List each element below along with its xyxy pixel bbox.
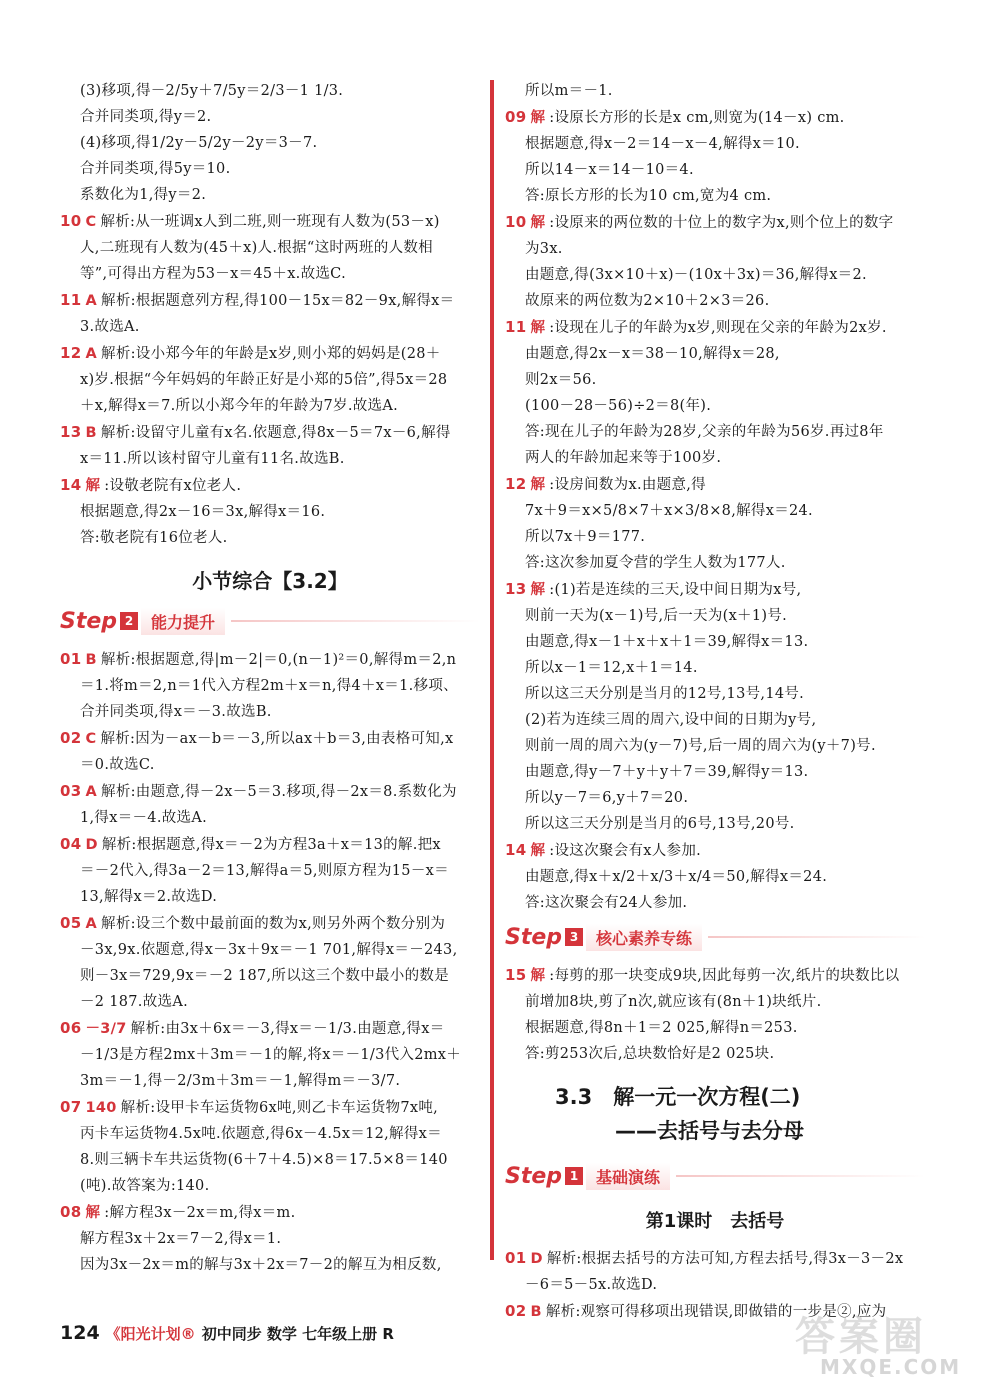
step-banner — [60, 604, 480, 638]
answer-text: :设原来的两位数的十位上的数字为x,则个位上的数字 — [549, 215, 894, 231]
lesson-title: 第1课时 去括号 — [645, 1211, 785, 1232]
answer-item — [60, 419, 480, 446]
text-line: 由题意,得2x－x＝38－10,解得x＝28, — [525, 346, 780, 362]
text-line: 丙卡车运货物4.5x吨.依题意,得6x－4.5x＝12,解得x＝ — [80, 1126, 442, 1142]
step-label: 基础演练 — [586, 1163, 670, 1190]
text-line: 根据题意,得x－2＝14－x－4,解得x＝10. — [525, 136, 800, 152]
text-line: 由题意,得x＋x/2＋x/3＋x/4＝50,解得x＝24. — [525, 869, 828, 885]
answer-tag: A — [85, 784, 98, 800]
text-line: ＋x,解得x＝7.所以小郑今年的年龄为7岁.故选A. — [80, 398, 399, 414]
text-line: 根据题意,得8n＋1＝2 025,解得n＝253. — [525, 1020, 798, 1036]
question-number: 02 — [60, 729, 82, 747]
answer-item — [60, 778, 480, 805]
question-number: 02 — [505, 1302, 527, 1320]
text-line: 两人的年龄加起来等于100岁. — [525, 450, 722, 466]
answer-tag: D — [530, 1251, 543, 1267]
text-line: 合并同类项,得5y＝10. — [80, 161, 231, 177]
answer-tag: D — [85, 837, 98, 853]
step-number: 2 — [120, 612, 138, 630]
answer-tag: 解 — [530, 968, 546, 984]
answer-item — [60, 831, 480, 858]
text-line: 前增加8块,剪了n次,就应该有(8n＋1)块纸片. — [525, 994, 822, 1010]
text-line: 系数化为1,得y＝2. — [80, 187, 207, 203]
answer-text: :设这次聚会有x人参加. — [549, 843, 702, 859]
step-banner — [505, 1159, 925, 1193]
watermark-logo: 答案圈 — [795, 1314, 927, 1360]
brand-name: 《阳光计划® — [105, 1324, 196, 1343]
answer-item — [60, 472, 480, 499]
text-line: 3m＝－1,得－2/3m＋3m＝－1,解得m＝－3/7. — [80, 1073, 401, 1089]
question-number: 15 — [505, 966, 527, 984]
text-line: －1/3是方程2mx＋3m＝－1的解,将x＝－1/3代入2mx＋ — [80, 1047, 462, 1063]
answer-item — [60, 1199, 480, 1226]
question-number: 07 — [60, 1098, 82, 1116]
text-line: 所以这三天分别是当月的12号,13号,14号. — [525, 686, 805, 702]
text-line: 答:现在儿子的年龄为28岁,父亲的年龄为56岁.再过8年 — [525, 424, 884, 440]
text-line: (2)若为连续三周的周六,设中间的日期为y号, — [525, 712, 817, 728]
text-line: 合并同类项,得x＝－3.故选B. — [80, 704, 272, 720]
page-number: 124 — [60, 1322, 100, 1344]
answer-tag: 解 — [85, 478, 101, 494]
question-number: 04 — [60, 835, 82, 853]
answer-tag: 解 — [530, 582, 546, 598]
question-number: 11 — [505, 318, 527, 336]
text-line: 为3x. — [525, 241, 563, 257]
step-rule — [676, 1175, 925, 1177]
question-number: 08 — [60, 1203, 82, 1221]
question-number: 12 — [505, 475, 527, 493]
answer-text: 解析:根据题意列方程,得100－15x＝82－9x,解得x＝ — [101, 293, 455, 309]
text-line: 1,得x＝－4.故选A. — [80, 810, 208, 826]
answer-text: 解析:设小郑今年的年龄是x岁,则小郑的妈妈是(28＋ — [101, 346, 441, 362]
text-line: 由题意,得x－1＋x＋x＋1＝39,解得x＝13. — [525, 634, 809, 650]
answer-item — [60, 287, 480, 314]
section-subheading: ——去括号与去分母 — [615, 1119, 804, 1143]
question-number: 11 — [60, 291, 82, 309]
step-number: 3 — [565, 928, 583, 946]
text-line: ＝－2代入,得3a－2＝13,解得a＝5,则原方程为15－x＝ — [80, 863, 449, 879]
answer-tag: 解 — [530, 215, 546, 231]
answer-text: 解析:设三个数中最前面的数为x,则另外两个数分别为 — [101, 916, 446, 932]
answer-tag: C — [85, 731, 97, 747]
answer-item — [505, 104, 925, 131]
question-number: 13 — [60, 423, 82, 441]
answer-text: 解析:根据去括号的方法可知,方程去括号,得3x－3－2x — [546, 1251, 904, 1267]
answer-item — [505, 962, 925, 989]
text-line: 解方程3x＋2x＝7－2,得x＝1. — [80, 1231, 282, 1247]
question-number: 10 — [60, 212, 82, 230]
answer-tag: A — [85, 346, 98, 362]
question-number: 05 — [60, 914, 82, 932]
text-line: 答:剪253次后,总块数恰好是2 025块. — [525, 1046, 775, 1062]
text-line: 所以这三天分别是当月的6号,13号,20号. — [525, 816, 795, 832]
text-line: 所以7x＋9＝177. — [525, 529, 646, 545]
answer-item — [505, 837, 925, 864]
answer-tag: B — [530, 1304, 542, 1320]
watermark-url: MXQE.COM — [820, 1355, 962, 1379]
question-number: 06 — [60, 1019, 82, 1037]
text-line: 8.则三辆卡车共运货物(6＋7＋4.5)×8＝17.5×8＝140 — [80, 1152, 448, 1168]
answer-text: :设原长方形的长是x cm,则宽为(14－x) cm. — [549, 110, 845, 126]
step-word: Step — [505, 924, 563, 950]
answer-tag: A — [85, 293, 98, 309]
text-line: 由题意,得y－7＋y＋y＋7＝39,解得y＝13. — [525, 764, 809, 780]
answer-text: 解析:设甲卡车运货物6x吨,则乙卡车运货物7x吨, — [120, 1100, 439, 1116]
left-column — [60, 78, 480, 1278]
text-line: 答:这次参加夏令营的学生人数为177人. — [525, 555, 786, 571]
column-divider — [490, 80, 494, 1260]
step-word: Step — [505, 1163, 563, 1189]
step-word: Step — [60, 608, 118, 634]
text-line: 则前一周的周六为(y－7)号,后一周的周六为(y＋7)号. — [525, 738, 876, 754]
answer-item — [505, 471, 925, 498]
text-line: 答:原长方形的长为10 cm,宽为4 cm. — [525, 188, 772, 204]
answer-item — [60, 1015, 480, 1042]
answer-item — [60, 208, 480, 235]
text-line: 所以14－x＝14－10＝4. — [525, 162, 694, 178]
question-number: 10 — [505, 213, 527, 231]
question-number: 13 — [505, 580, 527, 598]
answer-text: 解析:观察可得移项出现错误,即做错的一步是②,应为 — [545, 1304, 887, 1320]
question-number: 14 — [60, 476, 82, 494]
text-line: (3)移项,得－2/5y＋7/5y＝2/3－1 1/3. — [80, 83, 344, 99]
text-line: 答:敬老院有16位老人. — [80, 530, 228, 546]
question-number: 12 — [60, 344, 82, 362]
step-label: 核心素养专练 — [586, 924, 702, 951]
answer-tag: B — [85, 652, 97, 668]
text-line: 合并同类项,得y＝2. — [80, 109, 212, 125]
step-number: 1 — [565, 1167, 583, 1185]
answer-tag: B — [85, 425, 97, 441]
answer-item — [60, 340, 480, 367]
text-line: 13,解得x＝2.故选D. — [80, 889, 218, 905]
text-line: 7x＋9＝x×5/8×7＋x×3/8×8,解得x＝24. — [525, 503, 813, 519]
text-line: 故原来的两位数为2×10＋2×3＝26. — [525, 293, 770, 309]
page-footer — [60, 1322, 394, 1344]
text-line: (4)移项,得1/2y－5/2y－2y＝3－7. — [80, 135, 318, 151]
answer-text: 解析:由3x＋6x＝－3,得x＝－1/3.由题意,得x＝ — [130, 1021, 445, 1037]
text-line: 人,二班现有人数为(45＋x)人.根据“这时两班的人数相 — [80, 240, 433, 256]
answer-text: :设房间数为x.由题意,得 — [549, 477, 706, 493]
text-line: 则－3x＝729,9x＝－2 187,所以这三个数中最小的数是 — [80, 968, 450, 984]
answer-text: :(1)若是连续的三天,设中间日期为x号, — [549, 582, 802, 598]
answer-tag: 解 — [530, 477, 546, 493]
text-line: (吨).故答案为:140. — [80, 1178, 210, 1194]
question-number: 03 — [60, 782, 82, 800]
text-line: 3.故选A. — [80, 319, 140, 335]
text-line: 等”,可得出方程为53－x＝45＋x.故选C. — [80, 266, 346, 282]
answer-tag: －3/7 — [85, 1021, 127, 1037]
text-line: 根据题意,得2x－16＝3x,解得x＝16. — [80, 504, 326, 520]
text-line: －3x,9x.依题意,得x－3x＋9x＝－1 701,解得x＝－243, — [80, 942, 458, 958]
answer-text: 解析:因为－ax－b＝－3,所以ax＋b＝3,由表格可知,x — [100, 731, 454, 747]
text-line: 所以x－1＝12,x＋1＝14. — [525, 660, 698, 676]
step-label: 能力提升 — [141, 608, 225, 635]
answer-text: 解析:从一班调x人到二班,则一班现有人数为(53－x) — [100, 214, 440, 230]
answer-item — [60, 646, 480, 673]
text-line: x＝11.所以该村留守儿童有11名.故选B. — [80, 451, 345, 467]
answer-text: :解方程3x－2x＝m,得x＝m. — [104, 1205, 296, 1221]
answer-item — [505, 576, 925, 603]
answer-text: 解析:根据题意,得|m－2|＝0,(n－1)²＝0,解得m＝2,n — [100, 652, 457, 668]
answer-item — [505, 1245, 925, 1272]
text-line: 所以m＝－1. — [525, 83, 613, 99]
text-line: 所以y－7＝6,y＋7＝20. — [525, 790, 689, 806]
answer-tag: 140 — [85, 1100, 117, 1116]
text-line: 因为3x－2x＝m的解与3x＋2x＝7－2的解互为相反数, — [80, 1257, 442, 1273]
answer-item — [505, 209, 925, 236]
section-title: 小节综合【3.2】 — [192, 569, 348, 593]
right-column — [505, 78, 925, 1325]
text-line: (100－28－56)÷2＝8(年). — [525, 398, 712, 414]
answer-item — [505, 314, 925, 341]
answer-tag: 解 — [85, 1205, 101, 1221]
answer-text: :设敬老院有x位老人. — [104, 478, 242, 494]
text-line: －2 187.故选A. — [80, 994, 188, 1010]
step-banner — [505, 920, 925, 954]
answer-tag: 解 — [530, 843, 546, 859]
answer-tag: 解 — [530, 320, 546, 336]
step-rule — [708, 936, 925, 938]
question-number: 01 — [60, 650, 82, 668]
text-line: 则前一天为(x－1)号,后一天为(x＋1)号. — [525, 608, 788, 624]
text-line: ＝1.将m＝2,n＝1代入方程2m＋x＝n,得4＋x＝1.移项、 — [80, 678, 458, 694]
answer-tag: C — [85, 214, 97, 230]
question-number: 01 — [505, 1249, 527, 1267]
answer-tag: A — [85, 916, 98, 932]
answer-text: :每剪的那一块变成9块,因此每剪一次,纸片的块数比以 — [549, 968, 900, 984]
answer-text: :设现在儿子的年龄为x岁,则现在父亲的年龄为2x岁. — [549, 320, 887, 336]
text-line: ＝0.故选C. — [80, 757, 155, 773]
answer-tag: 解 — [530, 110, 546, 126]
section-heading: 3.3 解一元一次方程(二) — [555, 1085, 801, 1109]
text-line: －6＝5－5x.故选D. — [525, 1277, 658, 1293]
question-number: 14 — [505, 841, 527, 859]
text-line: 则2x＝56. — [525, 372, 597, 388]
answer-item — [60, 1094, 480, 1121]
answer-text: 解析:由题意,得－2x－5＝3.移项,得－2x＝8.系数化为 — [101, 784, 457, 800]
question-number: 09 — [505, 108, 527, 126]
answer-item — [60, 910, 480, 937]
answer-item — [60, 725, 480, 752]
answer-text: 解析:根据题意,得x＝－2为方程3a＋x＝13的解.把x — [101, 837, 441, 853]
book-title: 初中同步 数学 七年级上册 R — [201, 1324, 394, 1343]
step-rule — [231, 620, 480, 622]
answer-text: 解析:设留守儿童有x名.依题意,得8x－5＝7x－6,解得 — [100, 425, 451, 441]
text-line: x)岁.根据“今年妈妈的年龄正好是小郑的5倍”,得5x＝28 — [80, 372, 448, 388]
text-line: 答:这次聚会有24人参加. — [525, 895, 688, 911]
text-line: 由题意,得(3x×10＋x)－(10x＋3x)＝36,解得x＝2. — [525, 267, 867, 283]
